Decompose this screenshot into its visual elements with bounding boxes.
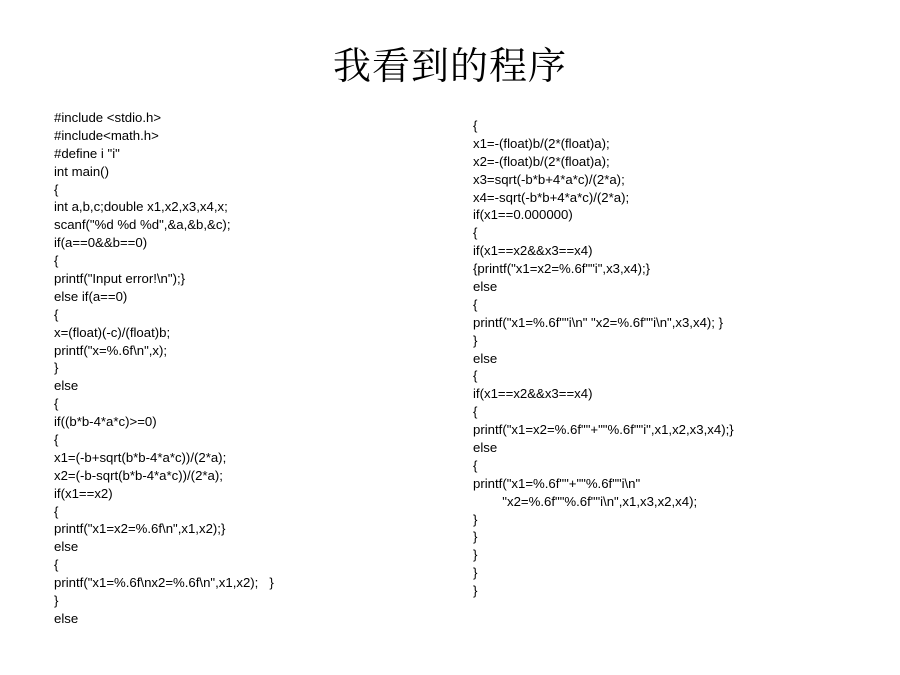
code-line: if(x1==0.000000)	[473, 207, 573, 223]
code-line: }	[473, 547, 478, 563]
code-line: int a,b,c;double x1,x2,x3,x4,x;	[54, 199, 228, 215]
code-line: {	[473, 368, 478, 384]
code-line: if((b*b-4*a*c)>=0)	[54, 414, 157, 430]
code-line: else	[473, 279, 498, 295]
code-line: #include<math.h>	[54, 127, 159, 143]
code-line: else	[54, 539, 79, 555]
code-line: }	[473, 511, 478, 527]
code-line: }	[54, 593, 59, 609]
code-line: "x2=%.6f""%.6f""i\n",x1,x3,x2,x4);	[473, 493, 698, 509]
code-line: printf("x1=x2=%.6f\n",x1,x2);}	[54, 521, 226, 537]
code-line: if(x1==x2&&x3==x4)	[473, 243, 593, 259]
slide-title: 我看到的程序	[332, 44, 567, 88]
code-line: }	[473, 529, 478, 545]
code-line: {printf("x1=x2=%.6f""i",x3,x4);}	[473, 261, 651, 277]
code-line: {	[54, 181, 59, 197]
code-line: {	[473, 225, 478, 241]
code-line: x1=-(float)b/(2*(float)a);	[473, 135, 610, 151]
code-line: else	[473, 350, 498, 366]
code-line: {	[54, 306, 59, 322]
code-line: {	[473, 404, 478, 420]
code-line: x2=(-b-sqrt(b*b-4*a*c))/(2*a);	[54, 467, 223, 483]
code-block-right	[473, 117, 893, 600]
code-line: scanf("%d %d %d",&a,&b,&c);	[54, 217, 231, 233]
code-line: {	[54, 396, 59, 412]
code-line: #define i "i"	[54, 145, 120, 161]
code-line: else	[54, 610, 79, 626]
code-line: else	[54, 378, 79, 394]
code-line: {	[473, 296, 478, 312]
code-line: }	[54, 360, 59, 376]
code-line: printf("x=%.6f\n",x);	[54, 342, 168, 358]
code-block-left	[54, 109, 414, 628]
code-line: else	[473, 440, 498, 456]
code-line: x4=-sqrt(-b*b+4*a*c)/(2*a);	[473, 189, 630, 205]
code-line: printf("x1=x2=%.6f""+""%.6f""i",x1,x2,x3,x4);}	[473, 422, 734, 438]
code-line: printf("Input error!\n");}	[54, 271, 186, 287]
code-line: {	[54, 253, 59, 269]
code-line: if(x1==x2)	[54, 485, 113, 501]
code-line: {	[473, 118, 478, 133]
code-line: {	[473, 457, 478, 473]
code-line: {	[54, 557, 59, 573]
code-line: if(x1==x2&&x3==x4)	[473, 386, 593, 402]
code-line: }	[473, 332, 478, 348]
code-line: else if(a==0)	[54, 288, 128, 304]
code-line: printf("x1=%.6f""+""%.6f""i\n"	[473, 475, 641, 491]
code-line: {	[54, 503, 59, 519]
code-line: printf("x1=%.6f""i\n" "x2=%.6f""i\n",x3,x4); }	[473, 314, 724, 330]
code-line: x3=sqrt(-b*b+4*a*c)/(2*a);	[473, 171, 625, 187]
code-line: x1=(-b+sqrt(b*b-4*a*c))/(2*a);	[54, 449, 227, 465]
code-line: printf("x1=%.6f\nx2=%.6f\n",x1,x2); }	[54, 575, 274, 591]
code-line: #include <stdio.h>	[54, 110, 162, 125]
code-line: x=(float)(-c)/(float)b;	[54, 324, 171, 340]
code-line: }	[473, 583, 478, 599]
code-line: {	[54, 432, 59, 448]
code-line: int main()	[54, 163, 109, 179]
code-line: x2=-(float)b/(2*(float)a);	[473, 153, 610, 169]
code-line: if(a==0&&b==0)	[54, 235, 148, 251]
code-line: }	[473, 565, 478, 581]
